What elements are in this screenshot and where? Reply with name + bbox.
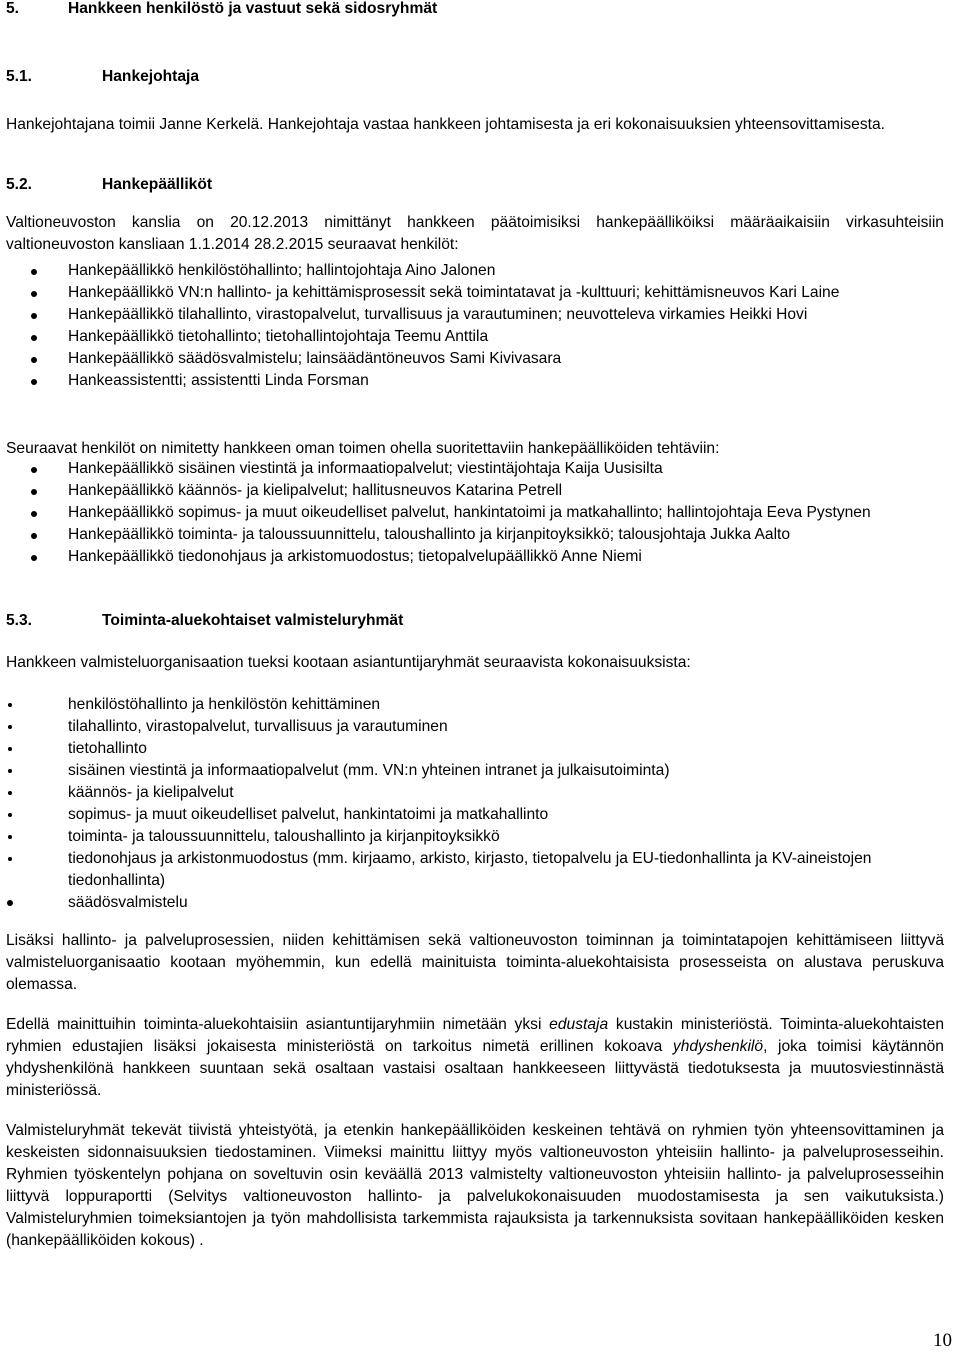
paragraph-yhteistyo: Valmisteluryhmät tekevät tiivistä yhteistyötä, ja etenkin hankepäälliköiden keskeinen tehtävä on ryhmien työn yhteensovittaminen ja keskeisten sidonnaisuuksien tiedostaminen. Viimeksi mainittu liittyy myös valtioneuvoston yhteisiin hallinto- ja palveluprosesseihin. Ryhmien työskentelyn pohjana on soveltuvin osin keväällä 2013 valmistelty valtioneuvoston yhteisiin hallinto- ja palveluprosesseihin liittyvä loppuraportti (Selvitys valtioneuvoston hallinto- ja palvelukokonaisuuden muodostamisesta ja sen vaikutuksista.) Valmisteluryhmien toimeksiantojen ja työn mahdollisista tarkemmista rajauksista ja tarkennuksista sovitaan hankepäälliköiden kesken (hankepäälliköiden kokous) . bbox=[6, 1122, 944, 1249]
list-item: henkilöstöhallinto ja henkilöstön kehittäminen bbox=[6, 694, 944, 716]
list-item: Hankepäällikkö sisäinen viestintä ja informaatiopalvelut; viestintäjohtaja Kaija Uusisilta bbox=[6, 458, 944, 480]
heading-section-5-1: 5.1. Hankejohtaja bbox=[6, 68, 200, 85]
paragraph-lisaksi: Lisäksi hallinto- ja palveluprosessien, niiden kehittämisen sekä valtioneuvoston toiminnan ja toimintatapojen kehittämiseen liittyvä valmisteluorganisaatio kootaan myöhemmin, kun edellä mainituista toiminta-aluekohtaisista prosesseista on alustava peruskuva olemassa. bbox=[6, 932, 944, 993]
list-item: Hankepäällikkö säädösvalmistelu; lainsäädäntöneuvos Sami Kivivasara bbox=[6, 348, 944, 370]
list-item: Hankepäällikkö toiminta- ja taloussuunnittelu, taloushallinto ja kirjanpitoyksikkö; talousjohtaja Jukka Aalto bbox=[6, 524, 944, 546]
list-item: Hankepäällikkö tietohallinto; tietohallintojohtaja Teemu Anttila bbox=[6, 326, 944, 348]
heading-section-5-3: 5.3. Toiminta-aluekohtaiset valmisteluryhmät bbox=[6, 612, 404, 629]
paragraph-valmistelu-intro: Hankkeen valmisteluorganisaation tueksi kootaan asiantuntijaryhmät seuraavista kokonaisuuksista: bbox=[6, 654, 691, 671]
list-item: Hankepäällikkö sopimus- ja muut oikeudelliset palvelut, hankintatoimi ja matkahallinto; hallintojohtaja Eeva Pystynen bbox=[6, 502, 944, 524]
list-item: tiedonohjaus ja arkistonmuodostus (mm. kirjaamo, arkisto, kirjasto, tietopalvelu ja EU-tiedonhallinta ja KV-aineistojen tiedonhallinta) bbox=[6, 848, 944, 892]
paragraph-hankepaallikot-intro: Valtioneuvoston kanslia on 20.12.2013 nimittänyt hankkeen päätoimisiksi hankepäälliköiksi määräaikaisiin virkasuhteisiin valtioneuvoston kansliaan 1.1.2014 28.2.2015 seuraavat henkilöt: bbox=[6, 214, 944, 253]
list-item: tietohallinto bbox=[6, 738, 944, 760]
list-item: käännös- ja kielipalvelut bbox=[6, 782, 944, 804]
paragraph-edustajat: Edellä mainittuihin toiminta-aluekohtaisiin asiantuntijaryhmiin nimetään yksi edustaja kustakin ministeriöstä. Toiminta-aluekohtaisten ryhmien edustajien lisäksi jokaisesta ministeriöstä on tarkoitus nimetä erillinen kokoava yhdyshenkilö, joka toimisi käytännön yhdyshenkilönä hankkeen suuntaan sekä osaltaan vastaisi osaltaan hankkeeseen liittyvästä tiedotuksesta ja muutosviestinnästä ministeriössä. bbox=[6, 1016, 944, 1099]
list-expert-groups bbox=[6, 694, 944, 914]
list-fulltime-managers bbox=[6, 260, 944, 392]
list-item: sisäinen viestintä ja informaatiopalvelut (mm. VN:n yhteinen intranet ja julkaisutoiminta) bbox=[6, 760, 944, 782]
paragraph-hankejohtaja: Hankejohtajana toimii Janne Kerkelä. Hankejohtaja vastaa hankkeen johtamisesta ja eri kokonaisuuksien yhteensovittamisesta. bbox=[6, 116, 885, 133]
list-item: Hankepäällikkö käännös- ja kielipalvelut; hallitusneuvos Katarina Petrell bbox=[6, 480, 944, 502]
list-item: sopimus- ja muut oikeudelliset palvelut, hankintatoimi ja matkahallinto bbox=[6, 804, 944, 826]
heading-section-5-2: 5.2. Hankepäälliköt bbox=[6, 176, 213, 193]
list-item: Hankepäällikkö VN:n hallinto- ja kehittämisprosessit sekä toimintatavat ja -kulttuuri; kehittämisneuvos Kari Laine bbox=[6, 282, 944, 304]
list-item: toiminta- ja taloussuunnittelu, taloushallinto ja kirjanpitoyksikkö bbox=[6, 826, 944, 848]
list-parttime-managers bbox=[6, 458, 944, 568]
list-item: tilahallinto, virastopalvelut, turvallisuus ja varautuminen bbox=[6, 716, 944, 738]
list-item: Hankepäällikkö tiedonohjaus ja arkistomuodostus; tietopalvelupäällikkö Anne Niemi bbox=[6, 546, 944, 568]
list-item: Hankepäällikkö tilahallinto, virastopalvelut, turvallisuus ja varautuminen; neuvotteleva virkamies Heikki Hovi bbox=[6, 304, 944, 326]
list-item: säädösvalmistelu bbox=[6, 892, 944, 914]
heading-section-5: 5. Hankkeen henkilöstö ja vastuut sekä sidosryhmät bbox=[6, 0, 438, 17]
list-item: Hankeassistentti; assistentti Linda Forsman bbox=[6, 370, 944, 392]
page-number: 10 bbox=[933, 1330, 952, 1351]
paragraph-parttime-intro: Seuraavat henkilöt on nimitetty hankkeen oman toimen ohella suoritettaviin hankepäälliköiden tehtäviin: bbox=[6, 440, 720, 457]
list-item: Hankepäällikkö henkilöstöhallinto; hallintojohtaja Aino Jalonen bbox=[6, 260, 944, 282]
